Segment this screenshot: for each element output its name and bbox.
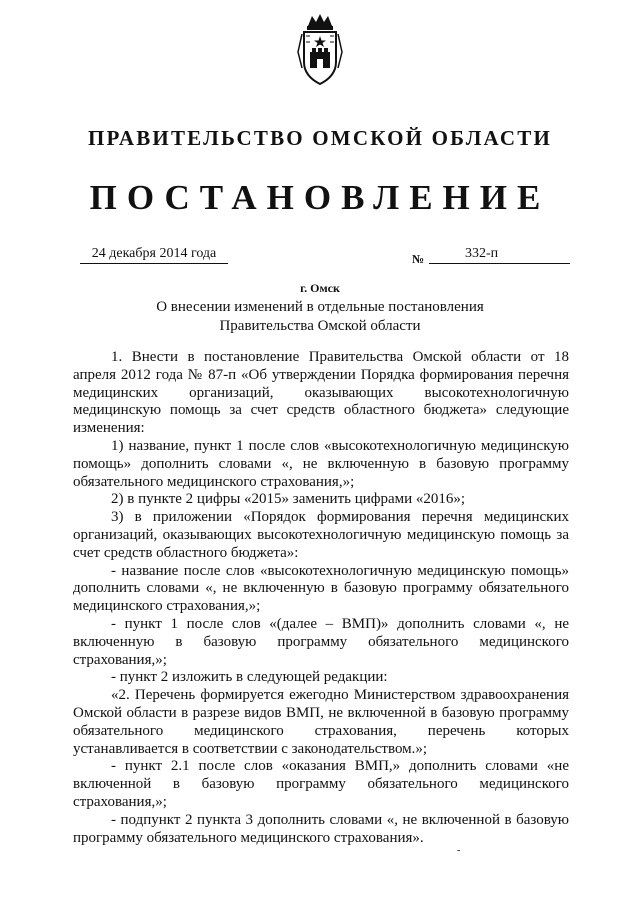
body-paragraph: - пункт 2 изложить в следующей редакции: [111,669,388,686]
body-paragraph: 1. Внести в постановление Правительства Омской области от 18 апреля 2012 года № 87-п «Об утверждении Порядка формирования перечня медицинских организаций, оказывающих высокотехнологичную медицинскую помощь за счет средств областного бюджета» следующие изменения: [73,349,569,437]
body-paragraph: - название после слов «высокотехнологичную медицинскую помощь» дополнить словами «, не включенную в базовую программу обязательного медицинского страхования,»; [73,562,569,615]
body-paragraph: - пункт 1 после слов «(далее – ВМП)» дополнить словами «, не включенную в базовую программу обязательного медицинского страхования,»; [73,615,569,668]
document-body [73,349,569,847]
document-subject [0,298,640,336]
document-date: 24 декабря 2014 года [80,246,228,264]
document-number: 332-п [429,246,570,264]
body-paragraph: «2. Перечень формируется ежегодно Министерством здравоохранения Омской области в разрезе видов ВМП, не включенной в базовую программу обязательного медицинского страхования, перечень которых устанавливается в соответствии с законодательством.»; [73,687,569,757]
body-paragraph: 2) в пункте 2 цифры «2015» заменить цифрами «2016»; [111,491,466,508]
number-label: № [412,252,425,266]
subject-line: О внесении изменений в отдельные постановления [156,299,484,315]
city-name: г. Омск [300,281,340,295]
document-type-title: ПОСТАНОВЛЕНИЕ [89,178,551,217]
government-title: ПРАВИТЕЛЬСТВО ОМСКОЙ ОБЛАСТИ [87,126,552,150]
footer-mark: - [457,845,461,856]
body-paragraph: - пункт 2.1 после слов «оказания ВМП,» дополнить словами «не включенной в базовую программу обязательного медицинского страхования,»; [73,758,569,810]
body-paragraph: - подпункт 2 пункта 3 дополнить словами «, не включенной в базовую программу обязательного медицинского страхования». [73,811,569,846]
body-paragraph: 1) название, пункт 1 после слов «высокотехнологичную медицинскую помощь» дополнить словами «, не включенную в базовую программу обязательного медицинского страхования,»; [73,437,569,490]
coat-of-arms-icon [296,12,344,92]
body-paragraph: 3) в приложении «Порядок формирования перечня медицинских организаций, оказывающих высокотехнологичную медицинскую помощь за счет средств областного бюджета»: [73,509,569,561]
subject-line: Правительства Омской области [219,318,421,334]
